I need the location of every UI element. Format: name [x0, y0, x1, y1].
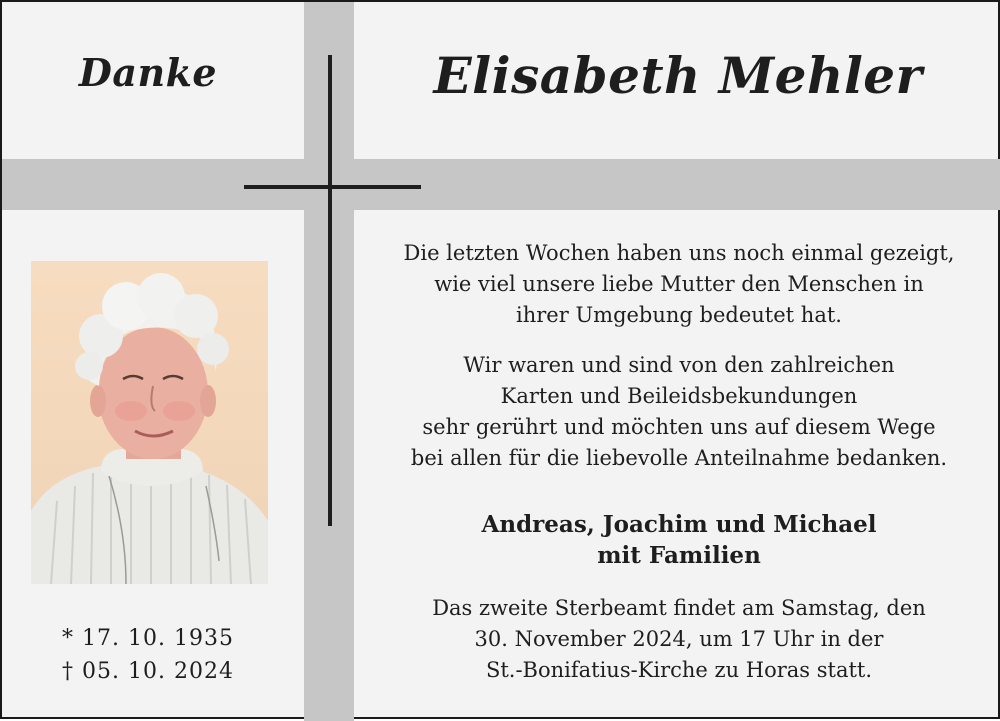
text-line: Wir waren und sind von den zahlreichen: [463, 353, 895, 377]
life-dates: [32, 622, 264, 688]
text-line: Karten und Beileidsbekundungen: [500, 384, 858, 408]
text-line: Das zweite Sterbeamt findet am Samstag, den: [432, 596, 926, 620]
cross-icon: [328, 55, 332, 526]
text-line: sehr gerührt und möchten uns auf diesem Wege: [422, 415, 936, 439]
message-paragraph-1: [384, 238, 974, 331]
birth-date: * 17. 10. 1935: [62, 626, 234, 651]
horizontal-band: [2, 159, 1000, 210]
text-line: bei allen für die liebevolle Anteilnahme bedanken.: [410, 446, 948, 470]
signature: [384, 509, 974, 571]
text-line: Die letzten Wochen haben uns noch einmal gezeigt,: [403, 241, 955, 265]
text-line: 30. November 2024, um 17 Uhr in der: [474, 627, 884, 651]
deceased-name: Elisabeth Mehler: [433, 46, 923, 105]
text-line: St.-Bonifatius-Kirche zu Horas statt.: [485, 658, 873, 682]
text-line: wie viel unsere liebe Mutter den Menschen in: [434, 272, 924, 296]
message-paragraph-2: [384, 350, 974, 474]
signature-line: mit Familien: [597, 542, 761, 569]
thanks-heading: Danke: [78, 50, 218, 95]
service-notice: [384, 593, 974, 686]
portrait-illustration: [31, 261, 268, 584]
death-date: † 05. 10. 2024: [62, 659, 234, 684]
signature-line: Andreas, Joachim und Michael: [481, 511, 877, 538]
cross-icon-crossbar: [244, 185, 421, 189]
portrait-photo: [31, 261, 268, 584]
text-line: ihrer Umgebung bedeutet hat.: [516, 303, 842, 327]
